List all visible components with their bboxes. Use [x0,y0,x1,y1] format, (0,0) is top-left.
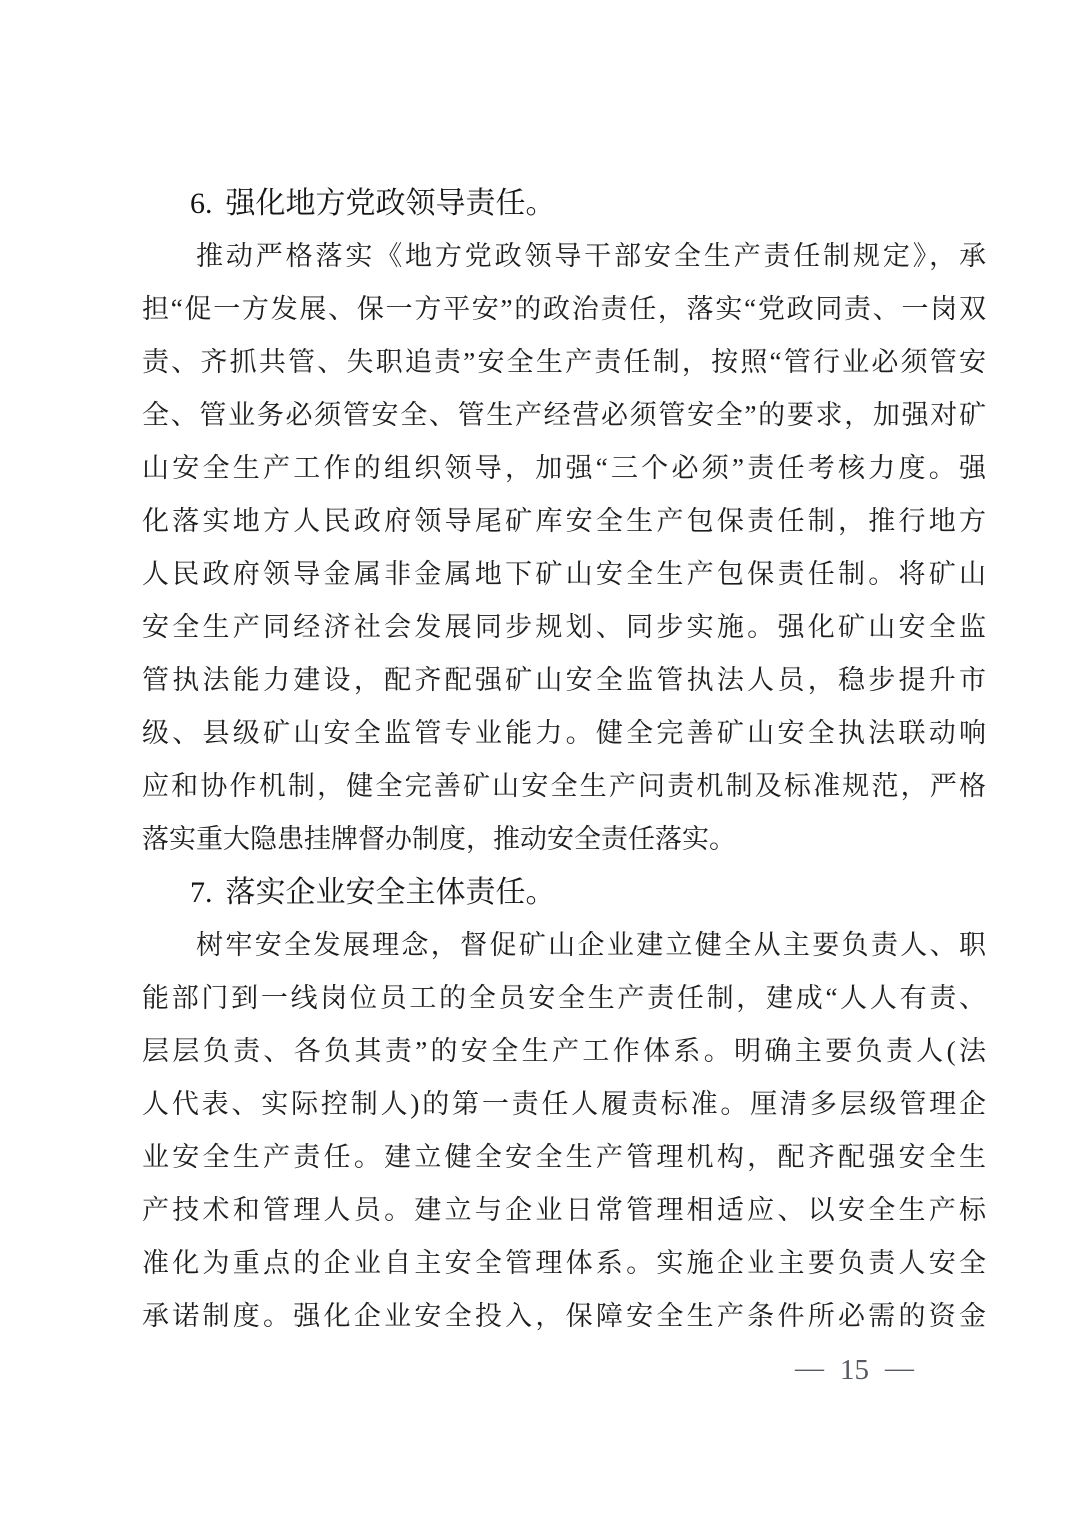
text-line: 业安全生产责任。建立健全安全生产管理机构，配齐配强安全生 [142,1142,986,1172]
footer-dash-right: — [885,1352,914,1384]
text-line: 人民政府领导金属非金属地下矿山安全生产包保责任制。将矿山 [142,559,986,589]
text-line: 山安全生产工作的组织领导，加强“三个必须”责任考核力度。强 [142,453,986,483]
text-line: 准化为重点的企业自主安全管理体系。实施企业主要负责人安全 [142,1248,986,1278]
footer-dash-left: — [795,1352,824,1384]
text-line: 树牢安全发展理念，督促矿山企业建立健全从主要负责人、职 [196,930,986,960]
section-heading [142,866,986,919]
section-heading [142,177,986,230]
text-line: 能部门到一线岗位员工的全员安全生产责任制，建成“人人有责、 [142,983,986,1013]
text-line: 推动严格落实《地方党政领导干部安全生产责任制规定》，承 [196,241,986,271]
text-line: 层层负责、各负其责”的安全生产工作体系。明确主要负责人(法 [142,1036,986,1066]
heading-number: 6. [190,187,213,220]
heading-number: 7. [190,876,213,909]
text-line: 担“促一方发展、保一方平安”的政治责任，落实“党政同责、一岗双 [142,294,986,324]
text-line: 应和协作机制，健全完善矿山安全生产问责机制及标准规范，严格 [142,771,986,801]
text-line: 承诺制度。强化企业安全投入，保障安全生产条件所必需的资金 [142,1301,986,1331]
text-line: 责、齐抓共管、失职追责”安全生产责任制，按照“管行业必须管安 [142,347,986,377]
heading-title: 落实企业安全主体责任。 [225,876,556,909]
text-line: 化落实地方人民政府领导尾矿库安全生产包保责任制，推行地方 [142,506,986,536]
text-line: 管执法能力建设，配齐配强矿山安全监管执法人员，稳步提升市 [142,665,986,695]
page-footer [142,1348,914,1392]
text-line: 人代表、实际控制人)的第一责任人履责标准。厘清多层级管理企 [142,1089,986,1119]
page-number: 15 [840,1354,869,1386]
text-line: 全、管业务必须管安全、管生产经营必须管安全”的要求，加强对矿 [142,400,986,430]
document-body [142,177,986,1343]
text-line: 级、县级矿山安全监管专业能力。健全完善矿山安全执法联动响 [142,718,986,748]
text-line: 产技术和管理人员。建立与企业日常管理相适应、以安全生产标 [142,1195,986,1225]
text-line: 落实重大隐患挂牌督办制度，推动安全责任落实。 [142,824,736,854]
text-line: 安全生产同经济社会发展同步规划、同步实施。强化矿山安全监 [142,612,986,642]
heading-title: 强化地方党政领导责任。 [225,187,556,220]
